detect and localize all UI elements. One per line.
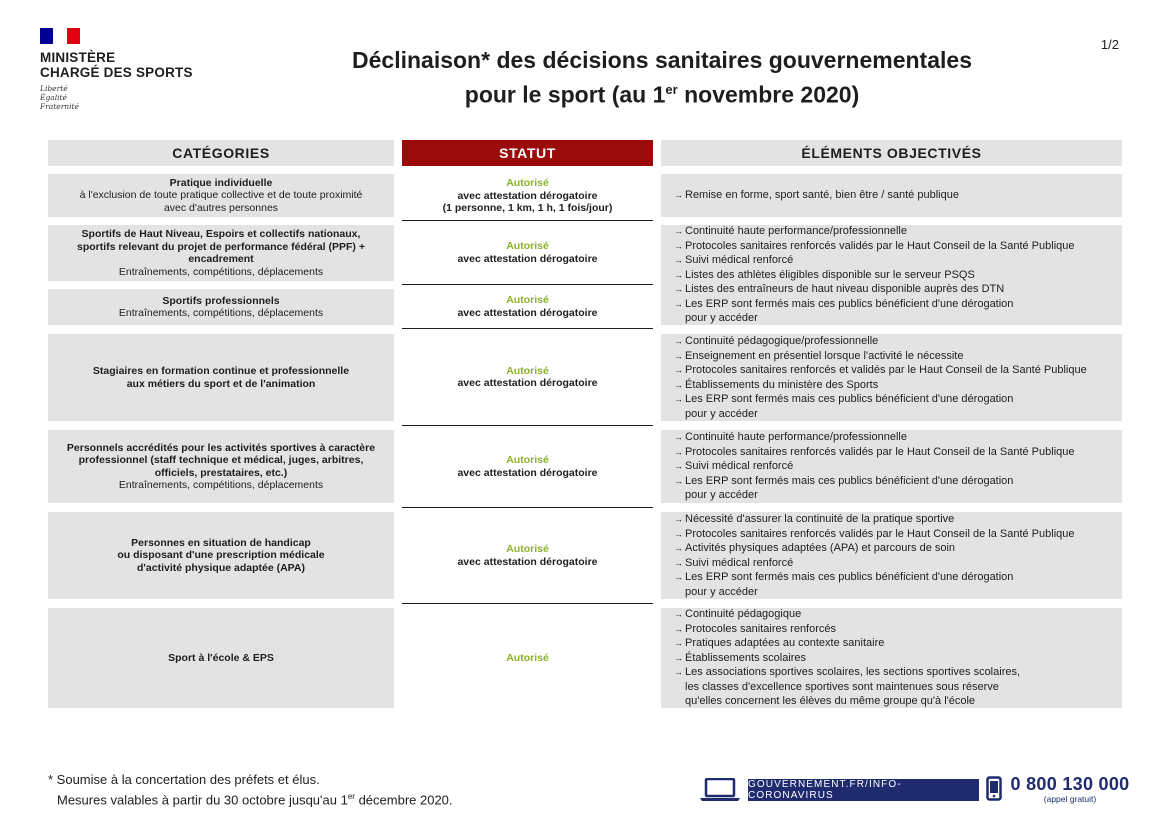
category-title: Stagiaires en formation continue et professionnelle (92, 365, 350, 377)
arrow-right-icon: → (674, 609, 683, 620)
motto-egalite: Égalité (40, 93, 67, 102)
category-cell-high-level (48, 225, 394, 281)
element-text: Listes des athlètes éligibles disponible sur le serveur PSQS (685, 268, 975, 281)
category-detail: à l'exclusion de toute pratique collective et de toute proximité (79, 189, 363, 202)
element-item (674, 474, 1122, 489)
phone-number[interactable]: 0 800 130 000 (1010, 774, 1130, 794)
element-text: Suivi médical renforcé (685, 254, 794, 267)
arrow-right-icon: → (674, 543, 683, 553)
element-item-continuation: pour y accéder (685, 585, 758, 598)
element-item (674, 297, 1122, 312)
status-cell-individual (402, 172, 653, 221)
title-line2-text: pour le sport (au 1 (464, 81, 666, 108)
element-item (674, 622, 1122, 637)
element-text: Les ERP sont fermés mais ces publics bénéficient d'une dérogation (685, 393, 1014, 405)
status-detail: avec attestation dérogatoire (457, 189, 598, 202)
category-cell-professionals (48, 289, 394, 325)
status-detail: avec attestation dérogatoire (457, 252, 598, 265)
arrow-right-icon: → (674, 240, 683, 251)
element-text: Protocoles sanitaires renforcés validés par le Haut Conseil de la Santé Publique (685, 239, 1075, 252)
element-text: Établissements scolaires (685, 651, 807, 664)
element-text: Listes des entraîneurs de haut niveau disponible auprès des DTN (685, 283, 1005, 296)
laptop-icon (699, 778, 741, 802)
element-text: Protocoles sanitaires renforcés validés par le Haut Conseil de la Santé Publique (685, 527, 1075, 540)
element-item (674, 570, 1122, 585)
arrow-right-icon: → (674, 461, 683, 472)
status-cell-accredited-staff (402, 426, 653, 508)
element-item-continuation: qu'elles concernent les élèves du même groupe qu'à l'école (685, 695, 976, 708)
category-cell-individual (48, 174, 394, 217)
title-line1: Déclinaison* des décisions sanitaires gouvernementales (352, 47, 972, 73)
footnote-line2-sup: er (347, 791, 355, 801)
elements-cell-disability (661, 512, 1122, 599)
element-item (674, 392, 1122, 407)
status-cell-trainees (402, 329, 653, 426)
category-cell-trainees (48, 334, 394, 421)
status-detail: avec attestation dérogatoire (457, 377, 598, 389)
element-item (674, 636, 1122, 651)
category-title: Sportifs de Haut Niveau, Espoirs et collectifs nationaux, (81, 228, 361, 240)
phone-note: (appel gratuit) (1043, 794, 1097, 804)
column-header-elements: ÉLÉMENTS OBJECTIVÉS (661, 140, 1122, 166)
element-text: Les ERP sont fermés mais ces publics bénéficient d'une dérogation (685, 297, 1014, 310)
element-item (674, 253, 1122, 268)
element-item-continuation: pour y accéder (685, 407, 758, 420)
phone-icon (986, 776, 1002, 801)
ministry-name-line1: MINISTÈRE (40, 50, 116, 65)
ministry-logo (40, 28, 193, 111)
category-title: Sport à l'école & EPS (168, 651, 274, 664)
page-title (300, 46, 1024, 110)
category-title: Personnels accrédités pour les activités sportives à caractère (66, 441, 376, 454)
motto-fraternite: Fraternité (40, 102, 79, 111)
arrow-right-icon: → (674, 284, 683, 295)
element-item (674, 607, 1122, 622)
arrow-right-icon: → (674, 336, 683, 346)
element-text: Continuité pédagogique (685, 608, 802, 621)
footnote-line2-end: décembre 2020. (354, 791, 453, 807)
arrow-right-icon: → (674, 255, 683, 266)
element-text: Remise en forme, sport santé, bien être / santé publique (685, 189, 959, 202)
category-title: encadrement (188, 253, 254, 265)
status-cell-professionals (402, 285, 653, 329)
element-item (674, 512, 1122, 527)
status-authorized: Autorisé (506, 454, 549, 466)
elements-cell-high-level (661, 225, 1122, 325)
element-item-continuation: pour y accéder (685, 312, 758, 325)
element-item (674, 378, 1122, 393)
status-detail: avec attestation dérogatoire (457, 466, 598, 479)
element-text: Les ERP sont fermés mais ces publics bénéficient d'une dérogation (685, 474, 1014, 487)
category-cell-school (48, 608, 394, 708)
element-text: Enseignement en présentiel lorsque l'activité le nécessite (685, 349, 964, 362)
element-text: Les associations sportives scolaires, les sections sportives scolaires, (685, 666, 1021, 679)
elements-cell-accredited-staff (661, 430, 1122, 503)
element-text: Pratiques adaptées au contexte sanitaire (685, 637, 885, 650)
element-item (674, 651, 1122, 666)
element-item (674, 459, 1122, 474)
category-cell-disability (48, 512, 394, 599)
arrow-right-icon: → (674, 379, 683, 390)
arrow-right-icon: → (674, 475, 683, 486)
category-title: officiels, prestataires, etc.) (154, 466, 288, 479)
elements-cell-individual (661, 174, 1122, 217)
status-detail: (1 personne, 1 km, 1 h, 1 fois/jour) (442, 202, 613, 215)
arrow-right-icon: → (674, 226, 683, 237)
arrow-right-icon: → (674, 432, 683, 443)
arrow-right-icon: → (674, 269, 683, 280)
category-cell-accredited-staff (48, 430, 394, 503)
footnote-line2 (48, 789, 453, 809)
category-title: Sportifs professionnels (162, 294, 280, 307)
element-item (674, 334, 1122, 349)
element-item (674, 430, 1122, 445)
arrow-right-icon: → (674, 652, 683, 663)
status-authorized: Autorisé (506, 294, 549, 306)
category-title: ou disposant d'une prescription médicale (117, 549, 325, 562)
status-detail: avec attestation dérogatoire (457, 555, 598, 568)
footnote-line2-text: Mesures valables à partir du 30 octobre jusqu'au 1 (57, 791, 348, 807)
arrow-right-icon: → (674, 394, 683, 404)
arrow-right-icon: → (674, 667, 683, 678)
arrow-right-icon: → (674, 572, 683, 582)
element-item (674, 541, 1122, 556)
arrow-right-icon: → (674, 298, 683, 309)
arrow-right-icon: → (674, 638, 683, 649)
category-title: Personnes en situation de handicap (131, 536, 311, 549)
category-title: Pratique individuelle (169, 176, 273, 189)
arrow-right-icon: → (674, 446, 683, 457)
element-item (674, 556, 1122, 571)
french-flag-icon (40, 28, 80, 44)
element-text: Les ERP sont fermés mais ces publics bénéficient d'une dérogation (685, 571, 1014, 583)
arrow-right-icon: → (674, 190, 683, 201)
element-text: Continuité haute performance/professionnelle (685, 225, 907, 238)
status-authorized: Autorisé (506, 240, 549, 252)
element-text: Protocoles sanitaires renforcés (685, 622, 837, 635)
element-item (674, 527, 1122, 542)
element-item (674, 282, 1122, 297)
element-item (674, 665, 1122, 680)
arrow-right-icon: → (674, 528, 683, 539)
element-item-continuation: pour y accéder (685, 489, 758, 502)
element-item (674, 349, 1122, 364)
category-detail: Entraînements, compétitions, déplacements (118, 479, 324, 491)
title-line2 (300, 75, 1024, 110)
element-item (674, 363, 1122, 378)
elements-cell-trainees (661, 334, 1122, 421)
footnote (48, 772, 453, 808)
element-text: Suivi médical renforcé (685, 460, 794, 473)
element-item (674, 239, 1122, 254)
element-item (674, 268, 1122, 283)
title-line2-sup: er (665, 82, 678, 97)
status-cell-disability (402, 508, 653, 604)
category-detail: Entraînements, compétitions, déplacements (118, 265, 324, 278)
category-detail: Entraînements, compétitions, déplacements (118, 307, 324, 319)
element-text: Protocoles sanitaires renforcés validés par le Haut Conseil de la Santé Publique (685, 445, 1075, 458)
status-authorized: Autorisé (506, 651, 549, 664)
status-cell-high-level (402, 221, 653, 285)
category-title: professionnel (staff technique et médical, juges, arbitres, (78, 454, 364, 466)
page-number: 1/2 (1100, 37, 1119, 52)
element-text: Activités physiques adaptées (APA) et parcours de soin (685, 542, 956, 554)
element-text: Protocoles sanitaires renforcés et validés par le Haut Conseil de la Santé Publique (685, 364, 1087, 376)
republic-motto (40, 84, 193, 111)
footnote-line1: * Soumise à la concertation des préfets et élus. (48, 772, 320, 787)
arrow-right-icon: → (674, 623, 683, 634)
status-authorized: Autorisé (506, 543, 549, 555)
category-title: d'activité physique adaptée (APA) (136, 561, 305, 574)
arrow-right-icon: → (674, 365, 683, 375)
element-item (674, 445, 1122, 460)
arrow-right-icon: → (674, 557, 683, 568)
category-detail: avec d'autres personnes (163, 201, 279, 214)
motto-liberte: Liberté (40, 84, 68, 93)
element-text: Établissements du ministère des Sports (685, 378, 879, 391)
element-item-continuation: les classes d'excellence sportives sont maintenues sous réserve (685, 680, 999, 693)
category-title: aux métiers du sport et de l'animation (126, 377, 316, 390)
elements-cell-school (661, 608, 1122, 708)
website-link[interactable]: GOUVERNEMENT.FR/INFO-CORONAVIRUS (748, 779, 979, 801)
ministry-name-line2: CHARGÉ DES SPORTS (40, 65, 193, 80)
element-text: Nécessité d'assurer la continuité de la pratique sportive (685, 513, 955, 525)
element-text: Continuité pédagogique/professionnelle (685, 335, 879, 347)
arrow-right-icon: → (674, 514, 683, 524)
status-authorized: Autorisé (506, 364, 549, 377)
element-item (674, 188, 1122, 203)
element-text: Continuité haute performance/professionnelle (685, 431, 907, 444)
phone-block (1009, 774, 1131, 804)
column-header-status: STATUT (402, 140, 653, 166)
status-detail: avec attestation dérogatoire (457, 306, 598, 319)
status-authorized: Autorisé (506, 177, 549, 190)
element-item (674, 224, 1122, 239)
title-line2-end: novembre 2020) (677, 81, 860, 108)
arrow-right-icon: → (674, 350, 683, 361)
element-text: Suivi médical renforcé (685, 556, 794, 569)
category-title: sportifs relevant du projet de performance fédéral (PPF) + (77, 240, 365, 253)
column-header-categories: CATÉGORIES (48, 140, 394, 166)
status-cell-school (402, 604, 653, 712)
